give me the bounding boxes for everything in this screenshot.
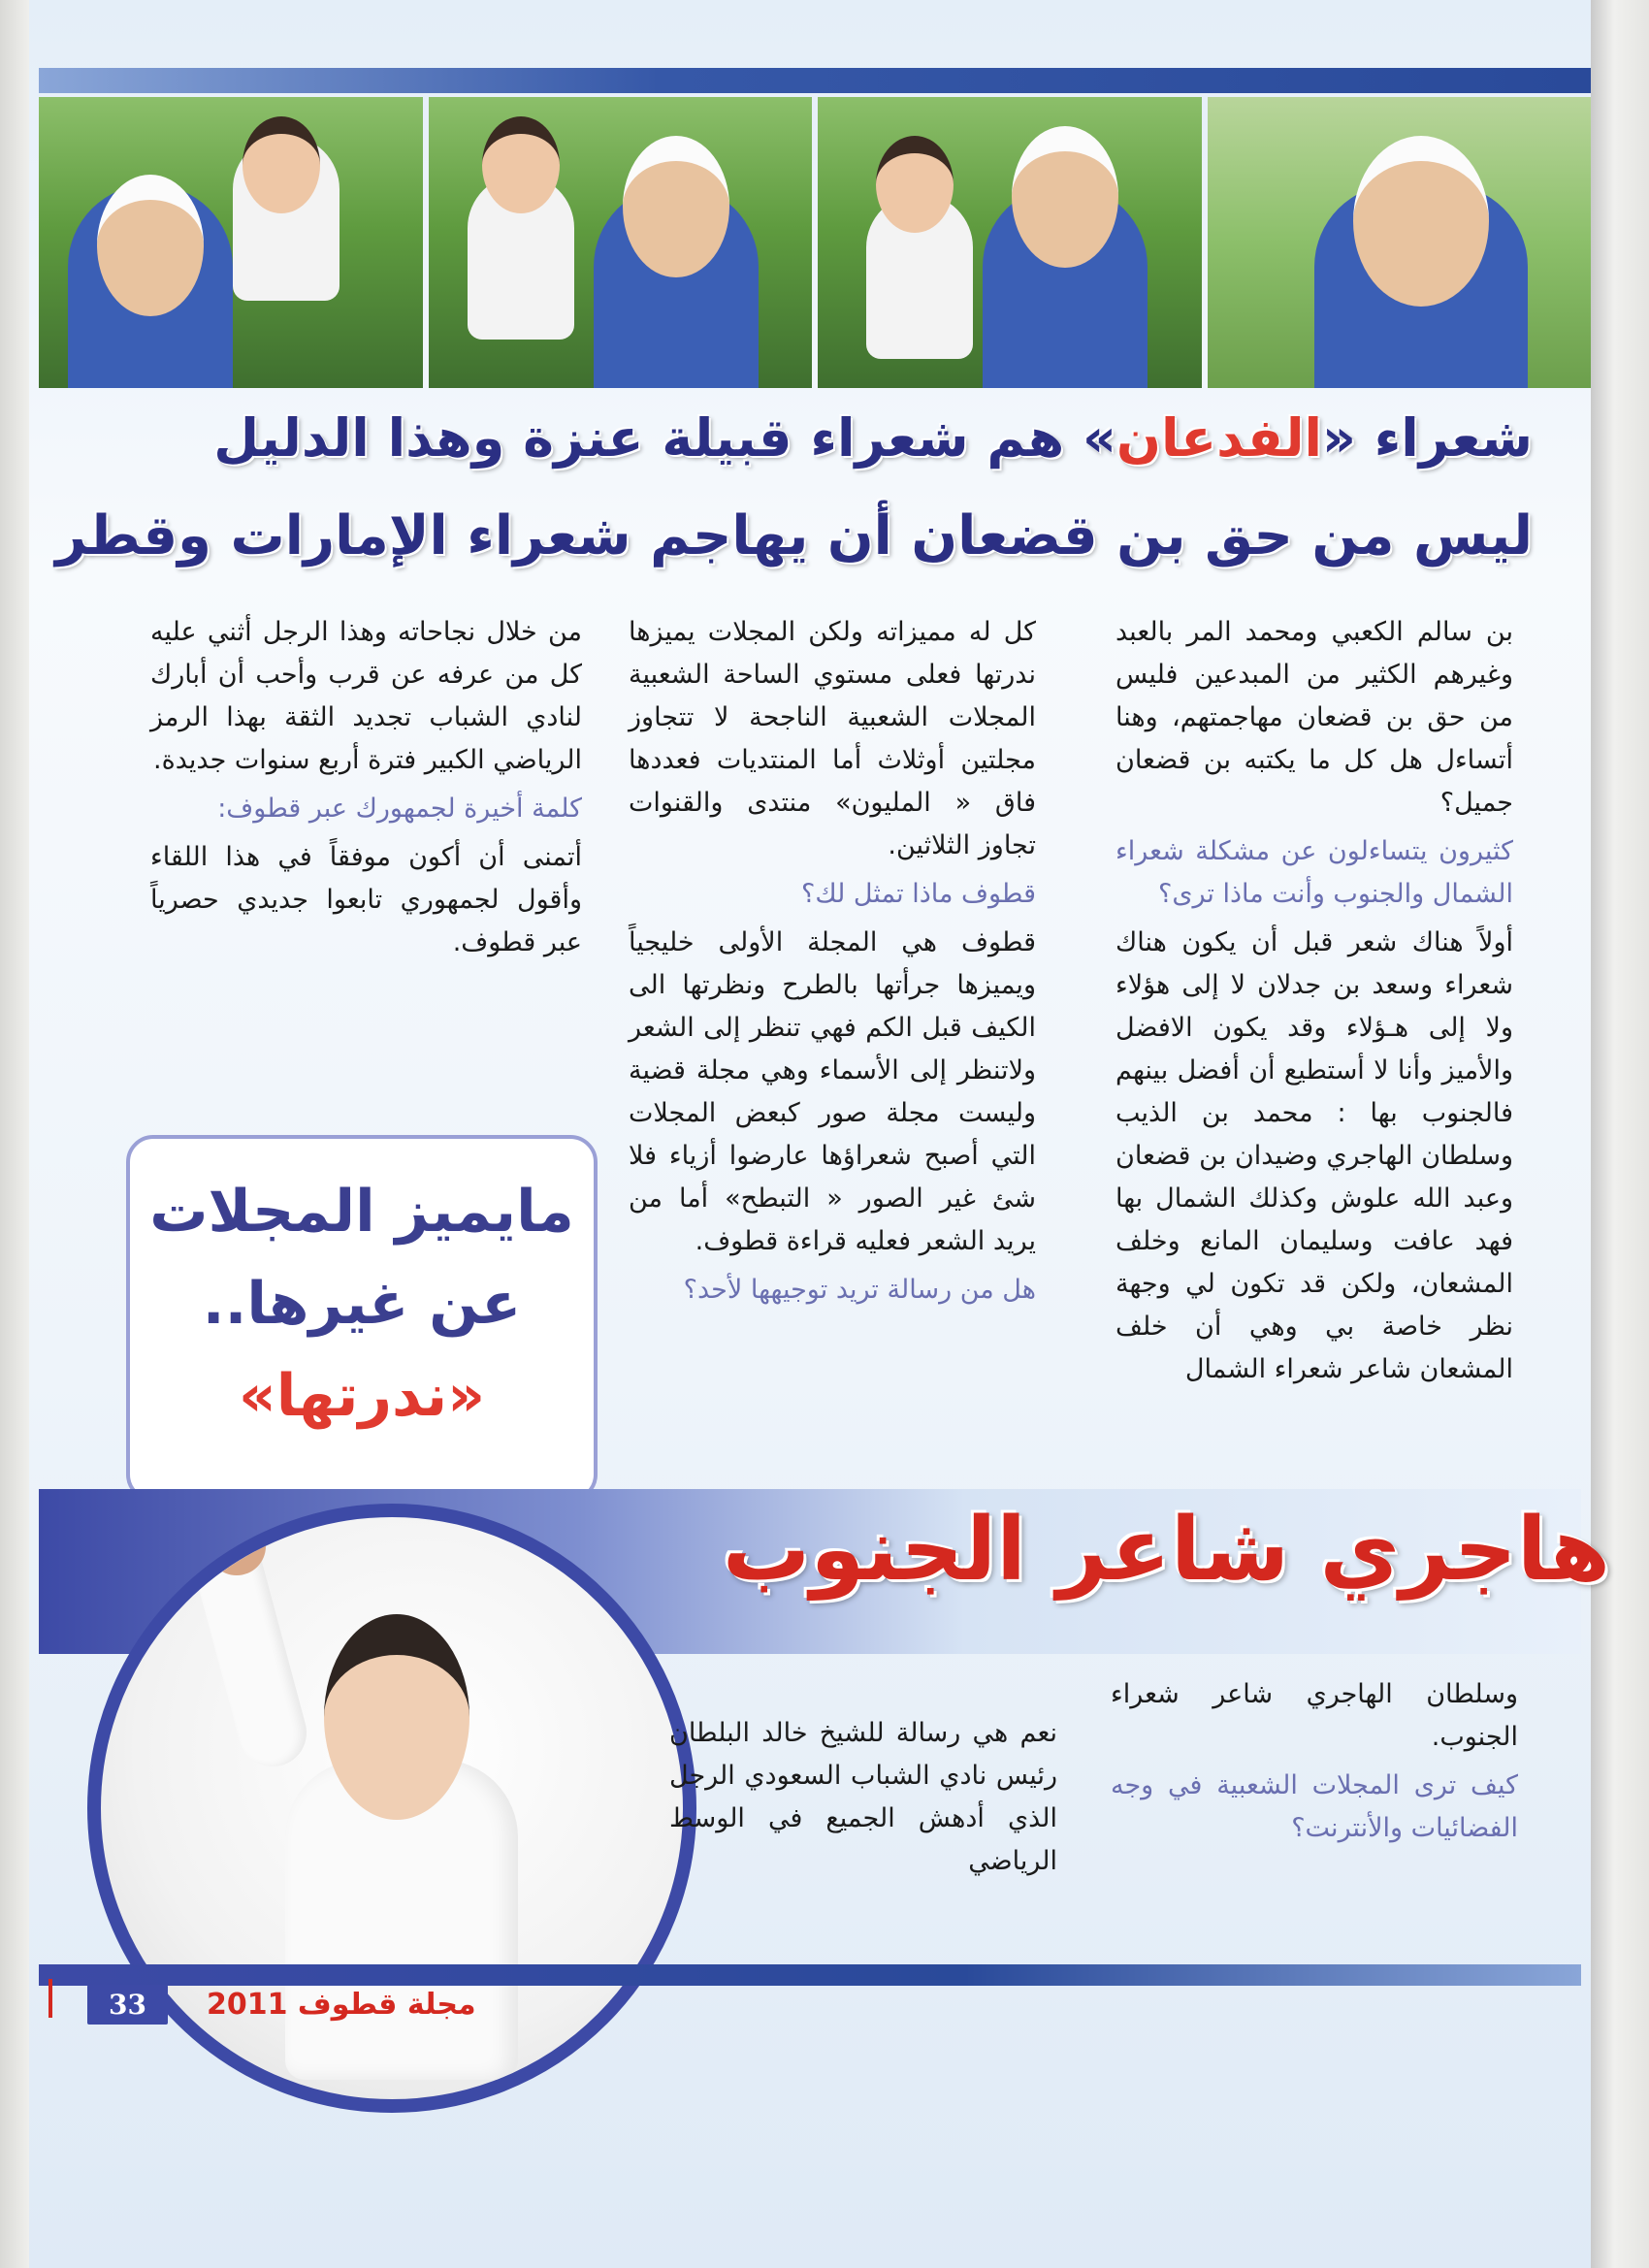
footer-red-mark: [48, 1979, 52, 2018]
paragraph: أتمنى أن أكون موفقاً في هذا اللقاء وأقول لجمهوري تابعوا جديدي حصرياً عبر قطوف.: [150, 842, 582, 957]
man-head: [1012, 126, 1118, 268]
page-number: 33: [87, 1985, 168, 2025]
headline-line-2: ليس من حق بن قضعان أن يهاجم شعراء الإمارات وقطر: [55, 504, 1533, 567]
paragraph: بن سالم الكعبي ومحمد المر بالعبد وغيرهم الكثير من المبدعين فليس من حق بن قضعان مهاجمتهم، وهنا أتساءل هل كل ما يكتبه بن قضعان جميل؟: [1116, 617, 1513, 818]
photo-poet-portrait: [1208, 97, 1592, 388]
headline-red-word: الفدعان: [1116, 407, 1323, 469]
adult-hand: [208, 1517, 266, 1575]
paragraph: أولاً هناك شعر قبل أن يكون هناك شعراء وسعد بن جدلان لا إلى هؤلاء ولا إلى هـؤلاء وقد يكون الافضل والأميز وأنا لا أستطيع أن أفضل بينهم فالجنوب بها : محمد بن الذيب وسلطان الهاجري وضيدان بن قضعان وعبد الله علوش وكذلك الشمال بها فهد عافت وسليمان المانع وخلف المشعان، ولكن قد تكون لي وجهة نظر خاصة بي وهي أن خلف المشعان شاعر شعراء الشمال: [1116, 927, 1513, 1384]
article-column-4: [1111, 1673, 1518, 1856]
interview-question: كيف ترى المجلات الشعبية في وجه الفضائيات والأنترنت؟: [1111, 1770, 1518, 1843]
pull-quote-box: [126, 1135, 598, 1502]
headline-line-1: شعراء «الفدعان» هم شعراء قبيلة عنزة وهذا الدليل: [213, 407, 1533, 469]
paragraph: وسلطان الهاجري شاعر شعراء الجنوب.: [1111, 1679, 1518, 1752]
page-footer: [87, 1985, 476, 2024]
pull-quote-line-3: «ندرتها»: [239, 1362, 485, 1430]
top-color-band: [39, 68, 1591, 93]
article-column-5: [669, 1712, 1057, 1889]
interview-question: هل من رسالة تريد توجيهها لأحد؟: [683, 1275, 1036, 1305]
child-head: [876, 136, 954, 233]
paragraph: كل له مميزاته ولكن المجلات يميزها ندرتها فعلى مستوي الساحة الشعبية المجلات الشعبية الناجحة لا تتجاوز مجلتين أوثلاث أما المنتديات فعددها فاق « المليون» منتدى والقنوات تجاوز الثلاثين.: [629, 617, 1036, 860]
pull-quote-line-2: عن غيرها..: [202, 1270, 522, 1338]
pull-quote-line-1: مايميز المجلات: [149, 1178, 574, 1246]
photo-father-holding-child: [429, 97, 813, 388]
child-head: [482, 116, 560, 213]
child-head: [324, 1614, 469, 1820]
photo-strip: [39, 97, 1591, 388]
next-page-edge: [1591, 0, 1649, 2268]
man-head: [1353, 136, 1489, 307]
page-spine: [0, 0, 29, 2268]
magazine-name: مجلة قطوف 2011: [206, 1987, 476, 2022]
article-column-3: [150, 611, 582, 970]
footer-color-band: [39, 1964, 1581, 1986]
article-column-1: [1116, 611, 1513, 1397]
interview-question: كلمة أخيرة لجمهورك عبر قطوف:: [217, 794, 582, 824]
man-head: [97, 175, 204, 316]
interview-question: قطوف ماذا تمثل لك؟: [801, 879, 1036, 909]
interview-question: كثيرون يتساءلون عن مشكلة شعراء الشمال والجنوب وأنت ماذا ترى؟: [1116, 836, 1513, 909]
man-head: [623, 136, 729, 277]
photo-father-lifting-child: [39, 97, 423, 388]
child-head: [242, 116, 320, 213]
paragraph: نعم هي رسالة للشيخ خالد البلطان رئيس نادي الشباب السعودي الرجل الذي أدهش الجميع في الوسط الرياضي: [669, 1718, 1057, 1876]
paragraph: قطوف هي المجلة الأولى خليجياً ويميزها جرأتها بالطرح ونظرتها الى الكيف قبل الكم فهي تنظر إلى الشعر ولاتنظر إلى الأسماء وهي مجلة قضية وليست مجلة صور كبعض المجلات التي أصبح شعراؤها عارضوا أزياء فلا شئ غير الصور « التبطح» أما من يريد الشعر فعليه قراءة قطوف.: [629, 927, 1036, 1256]
photo-child-thumbs-up: [818, 97, 1202, 388]
paragraph: من خلال نجاحاته وهذا الرجل أثني عليه كل من عرفه عن قرب وأحب أن أبارك لنادي الشباب تجديد الثقة بهذا الرمز الرياضي الكبير فترة أربع سنوات جديدة.: [150, 617, 582, 775]
article-column-2: [629, 611, 1036, 1317]
banner-title: هاجري شاعر الجنوب: [722, 1499, 1610, 1601]
